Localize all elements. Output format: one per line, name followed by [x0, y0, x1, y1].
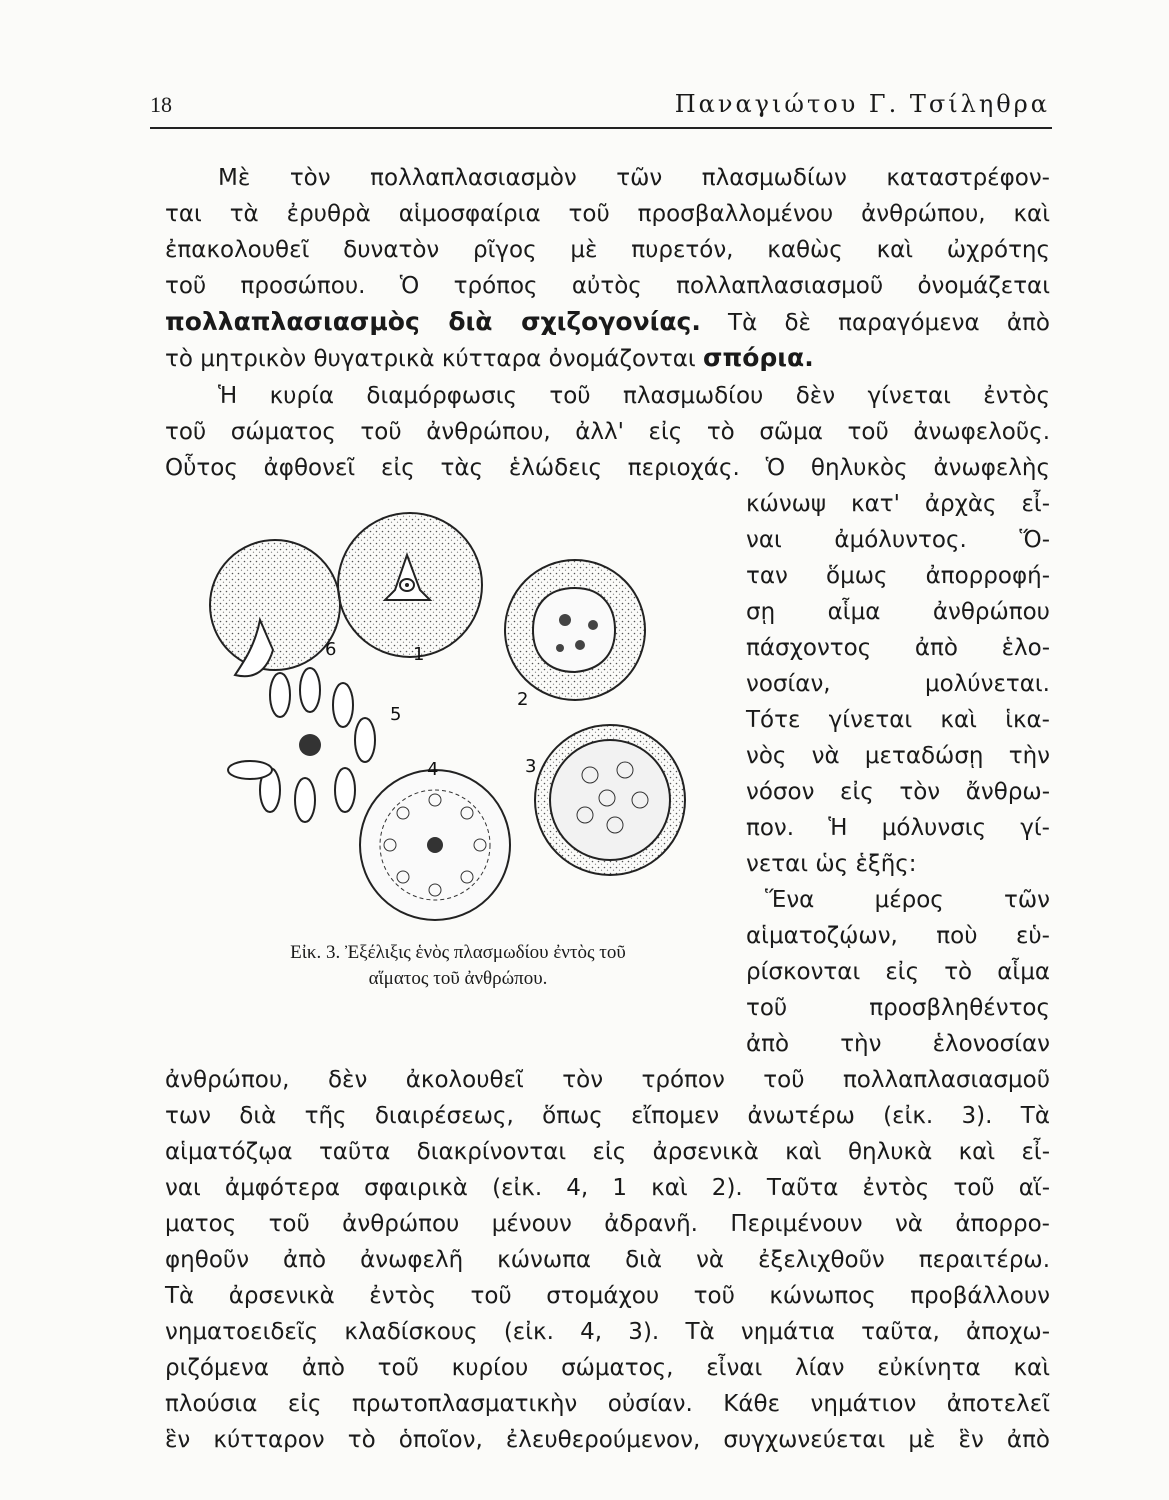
figure-label: 3 — [525, 756, 537, 777]
text-line: ναι ἀμόλυντος. Ὅ- — [746, 527, 1050, 553]
bold-term: σπόρια. — [702, 343, 814, 372]
text-line: πον. Ἡ μόλυνσις γί- — [746, 815, 1050, 841]
text-line: Τότε γίνεται καὶ ἱκα- — [746, 707, 1050, 733]
text-line: νὸς νὰ μεταδώσῃ τὴν — [746, 743, 1050, 769]
text-line: Τὰ ἀρσενικὰ ἐντὸς τοῦ στομάχου τοῦ κώνωπος προβάλλουν — [165, 1283, 1050, 1309]
plasmodium-figure — [195, 500, 715, 940]
text-line: πάσχοντος ἀπὸ ἑλο- — [746, 635, 1050, 661]
text-line: τοῦ σώματος τοῦ ἀνθρώπου, ἀλλ' εἰς τὸ σῶμα τοῦ ἀνωφελοῦς. — [165, 419, 1050, 445]
header-rule — [150, 127, 1052, 129]
cell-stage-2 — [505, 560, 645, 700]
text-line: τοῦ προσβληθέντος — [746, 995, 1050, 1021]
text-line: ἐπακολουθεῖ δυνατὸν ρῖγος μὲ πυρετόν, καθὼς καὶ ὠχρότης — [165, 237, 1050, 263]
text-line: ματος τοῦ ἀνθρώπου μένουν ἀδρανῆ. Περιμένουν νὰ ἀπορρο- — [165, 1211, 1050, 1237]
text-line: ται τὰ ἐρυθρὰ αἱμοσφαίρια τοῦ προσβαλλομένου ἀνθρώπου, καὶ — [165, 201, 1050, 227]
text-line: ἓν κύτταρον τὸ ὁποῖον, ἐλευθερούμενον, συγχωνεύεται μὲ ἓν ἀπὸ — [165, 1427, 1050, 1453]
running-head: Παναγιώτου Γ. Τσίληθρα — [674, 90, 1050, 118]
figure-label: 4 — [427, 759, 439, 780]
text-line — [165, 304, 1050, 340]
figure-label: 6 — [325, 639, 337, 660]
text-line: νόσον εἰς τὸν ἄνθρω- — [746, 779, 1050, 805]
text-span: Τὰ δὲ παραγόμενα ἀπὸ — [700, 310, 1050, 336]
figure-label: 1 — [413, 644, 425, 665]
bold-term: πολλαπλασιασμὸς διὰ σχιζογονίας. — [165, 307, 701, 336]
cell-stage-4 — [360, 770, 510, 920]
figure-label: 5 — [390, 704, 402, 725]
page-header — [150, 92, 1050, 132]
text-line: ρίσκονται εἰς τὸ αἷμα — [746, 959, 1050, 985]
text-line: Ἡ κυρία διαμόρφωσις τοῦ πλασμωδίου δὲν γίνεται ἐντὸς — [218, 383, 1050, 409]
text-line: των διὰ τῆς διαιρέσεως, ὅπως εἴπομεν ἀνωτέρω (εἰκ. 3). Τὰ — [165, 1103, 1050, 1129]
cell-stage-3 — [535, 725, 685, 875]
text-line: φηθοῦν ἀπὸ ἀνωφελῆ κώνωπα διὰ νὰ ἐξελιχθοῦν περαιτέρω. — [165, 1247, 1050, 1273]
text-line: ναι ἀμφότερα σφαιρικὰ (εἰκ. 4, 1 καὶ 2). Ταῦτα ἐντὸς τοῦ αἵ- — [165, 1175, 1050, 1201]
text-line: ριζόμενα ἀπὸ τοῦ κυρίου σώματος, εἶναι λίαν εὐκίνητα καὶ — [165, 1355, 1050, 1381]
text-line: αἱματόζῳα ταῦτα διακρίνονται εἰς ἀρσενικὰ καὶ θηλυκὰ καὶ εἶ- — [165, 1139, 1050, 1165]
text-line: ἀπὸ τὴν ἑλονοσίαν — [746, 1031, 1050, 1057]
figure-label: 2 — [517, 689, 529, 710]
text-line: αἱματοζῴων, ποὺ εὑ- — [746, 923, 1050, 949]
text-line: πλούσια εἰς πρωτοπλασματικὴν οὐσίαν. Κάθε νημάτιον ἀποτελεῖ — [165, 1391, 1050, 1417]
text-line: κώνωψ κατ' ἀρχὰς εἶ- — [746, 491, 1050, 517]
cell-stage-6 — [210, 540, 340, 676]
text-line: νηματοειδεῖς κλαδίσκους (εἰκ. 4, 3). Τὰ νημάτια ταῦτα, ἀποχω- — [165, 1319, 1050, 1345]
figure-caption: Εἰκ. 3. Ἐξέλιξις ἑνὸς πλασμωδίου ἐντὸς τοῦ — [290, 942, 626, 963]
text-line: σῃ αἷμα ἀνθρώπου — [746, 599, 1050, 625]
text-line: νοσίαν, μολύνεται. — [746, 671, 1050, 697]
text-line: Ἕνα μέρος τῶν — [765, 887, 1050, 913]
text-line: ταν ὅμως ἀπορροφή- — [746, 563, 1050, 589]
text-line — [165, 340, 1050, 376]
cell-stage-1 — [338, 513, 482, 657]
text-line: νεται ὡς ἑξῆς: — [746, 851, 917, 877]
text-line: τοῦ προσώπου. Ὁ τρόπος αὐτὸς πολλαπλασιασμοῦ ὀνομάζεται — [165, 273, 1050, 299]
figure-caption: αἵματος τοῦ ἀνθρώπου. — [368, 968, 548, 989]
text-line: Μὲ τὸν πολλαπλασιασμὸν τῶν πλασμωδίων καταστρέφον- — [218, 165, 1050, 191]
cell-stage-5 — [228, 668, 375, 822]
text-span: τὸ μητρικὸν θυγατρικὰ κύτταρα ὀνομάζονται — [165, 346, 703, 372]
text-line: ἀνθρώπου, δὲν ἀκολουθεῖ τὸν τρόπον τοῦ πολλαπλασιασμοῦ — [165, 1067, 1050, 1093]
text-line: Οὗτος ἀφθονεῖ εἰς τὰς ἑλώδεις περιοχάς. Ὁ θηλυκὸς ἀνωφελὴς — [165, 455, 1050, 481]
page-number: 18 — [150, 92, 172, 117]
